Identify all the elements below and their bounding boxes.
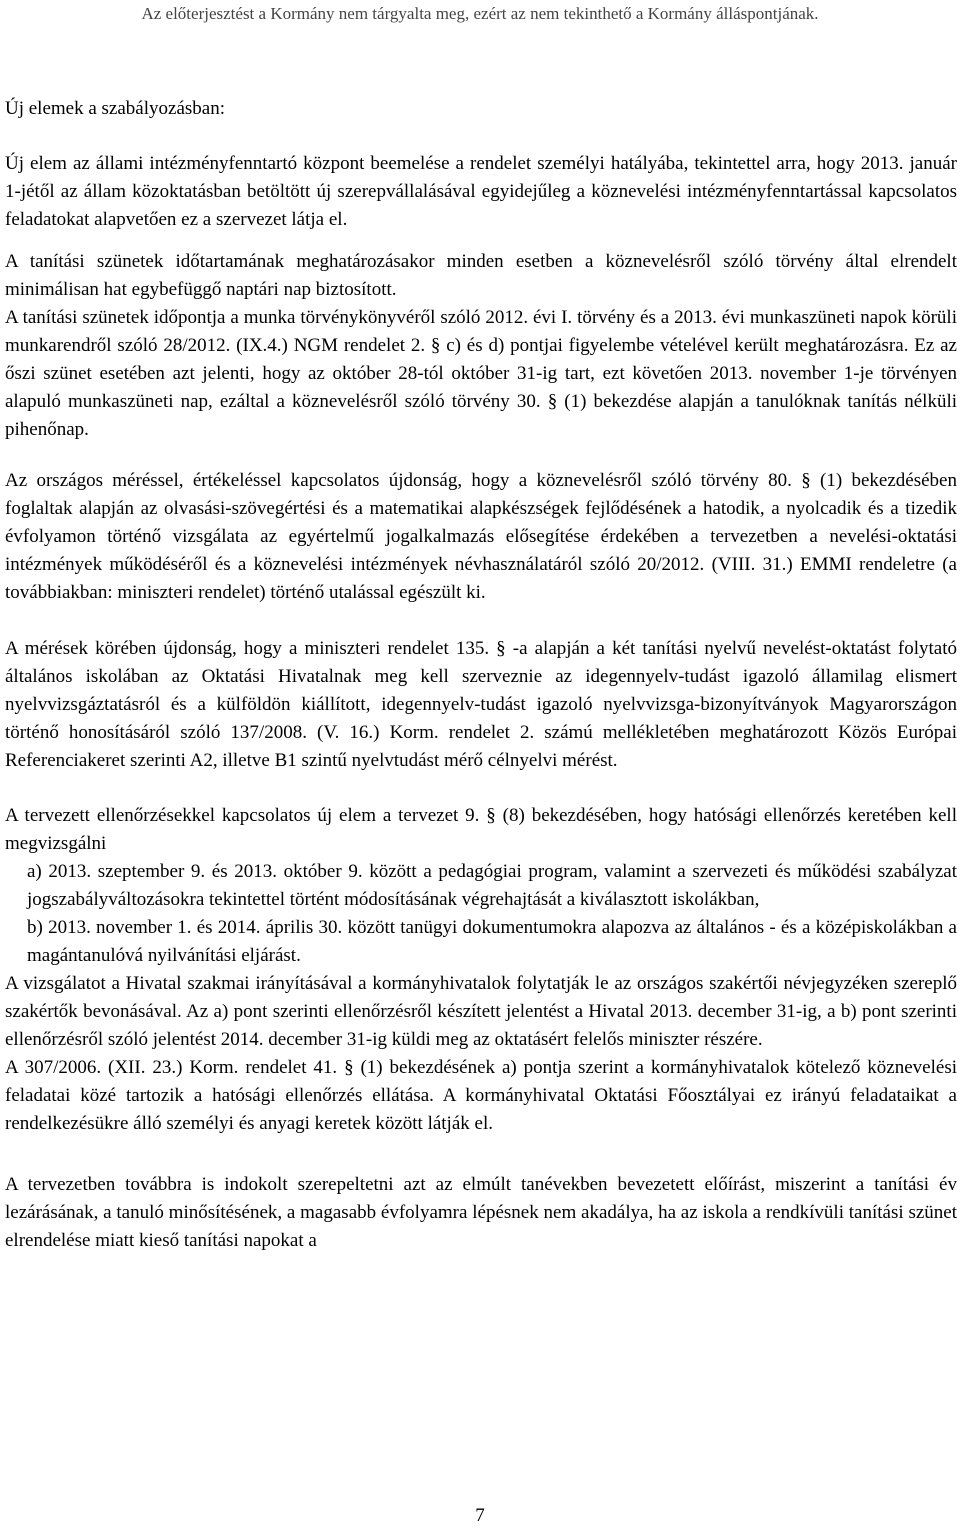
paragraph-school-holidays-duration: A tanítási szünetek időtartamának meghatározásakor minden esetben a köznevelésről szóló törvény által elrendelt minimálisan hat egybefüggő naptári nap biztosított.	[5, 251, 957, 300]
document-body	[5, 150, 957, 1255]
paragraph-language-assessment: A mérések körében újdonság, hogy a miniszteri rendelet 135. § -a alapján a két tanítási nyelvű nevelést-oktatást folytató általános iskolában az Oktatási Hivatalnak meg kell szerveznie az idegennyelv-tudást igazoló államilag elismert nyelvvizsgáztatásról és a külföldön kiállított, idegennyelv-tudást igazoló nyelvvizsga-bizonyítványok Magyarországon történő honosításáról szóló 137/2008. (V. 16.) Korm. rendelet 2. számú mellékletében meghatározott Közös Európai Referenciakeret szerinti A2, illetve B1 szintű nyelvtudást mérő célnyelvi mérést.	[5, 638, 957, 771]
list-item-b: b) 2013. november 1. és 2014. április 30. között tanügyi dokumentumokra alapozva az általános - és a középiskolákban a magántanulóvá nyilvánítási eljárást.	[27, 917, 957, 966]
disclaimer-header: Az előterjesztést a Kormány nem tárgyalta meg, ezért az nem tekinthető a Kormány álláspontjának.	[141, 4, 819, 23]
paragraph-state-institution: Új elem az állami intézményfenntartó központ beemelése a rendelet személyi hatályába, tekintettel arra, hogy 2013. január 1-jétől az állam közoktatásban betöltött új szerepvállalásával egyidejűleg a köznevelési intézményfenntartással kapcsolatos feladatokat alapvetően ez a szervezet látja el.	[5, 153, 957, 230]
section-heading: Új elemek a szabályozásban:	[5, 98, 225, 119]
paragraph-government-decree: A 307/2006. (XII. 23.) Korm. rendelet 41. § (1) bekezdésének a) pontja szerint a kormányhivatalok kötelező köznevelési feladatai közé tartozik a hatósági ellenőrzés ellátása. A kormányhivatal Oktatási Főosztályai ez irányú feladataikat a rendelkezésükre álló személyi és anyagi keretek között látják el.	[5, 1057, 957, 1134]
paragraph-inspections-intro: A tervezett ellenőrzésekkel kapcsolatos új elem a tervezet 9. § (8) bekezdésében, hogy hatósági ellenőrzés keretében kell megvizsgálni	[5, 805, 957, 854]
list-item-a: a) 2013. szeptember 9. és 2013. október 9. között a pedagógiai program, valamint a szervezeti és működési szabályzat jogszabályváltozásokra tekintettel történt módosításának végrehajtását a kiválasztott iskolákban,	[27, 861, 957, 910]
paragraph-national-assessment: Az országos méréssel, értékeléssel kapcsolatos újdonság, hogy a köznevelésről szóló törvény 80. § (1) bekezdésében foglaltak alapján az olvasási-szövegértési és a matematikai alapkészségek fejlődésének a hatodik, a nyolcadik és a tizedik évfolyamon történő vizsgálata az egyértelmű jogalkalmazás elősegítése érdekében a tervezetben a nevelési-oktatási intézmények működéséről és a köznevelési intézmények névhasználatáról szóló 20/2012. (VIII. 31.) EMMI rendeletre (a továbbiakban: miniszteri rendelet) történő utalással egészült ki.	[5, 470, 957, 603]
paragraph-school-holidays-dates: A tanítási szünetek időpontja a munka törvénykönyvéről szóló 2012. évi I. törvény és a 2013. évi munkaszüneti napok körüli munkarendről szóló 28/2012. (IX.4.) NGM rendelet 2. § c) és d) pontjai figyelembe vételével került meghatározásra. Ez az őszi szünet esetében azt jelenti, hogy az október 28-tól október 31-ig tart, ezt követően 2013. november 1-je törvényen alapuló munkaszüneti nap, ezáltal a köznevelésről szóló törvény 30. § (1) bekezdése alapján a tanulóknak tanítás nélküli pihenőnap.	[5, 307, 957, 440]
paragraph-inspection-procedure: A vizsgálatot a Hivatal szakmai irányításával a kormányhivatalok folytatják le az országos szakértői névjegyzéken szereplő szakértők bevonásával. Az a) pont szerinti ellenőrzésről készített jelentést a Hivatal 2013. december 31-ig, a b) pont szerinti ellenőrzésről szóló jelentést 2014. december 31-ig küldi meg az oktatásért felelős miniszter részére.	[5, 973, 957, 1050]
page-number: 7	[475, 1505, 485, 1526]
paragraph-extraordinary-break: A tervezetben továbbra is indokolt szerepeltetni azt az elmúlt tanévekben bevezetett előírást, miszerint a tanítási év lezárásának, a tanuló minősítésének, a magasabb évfolyamra lépésnek nem akadálya, ha az iskola a rendkívüli tanítási szünet elrendelése miatt kieső tanítási napokat a	[5, 1174, 957, 1251]
